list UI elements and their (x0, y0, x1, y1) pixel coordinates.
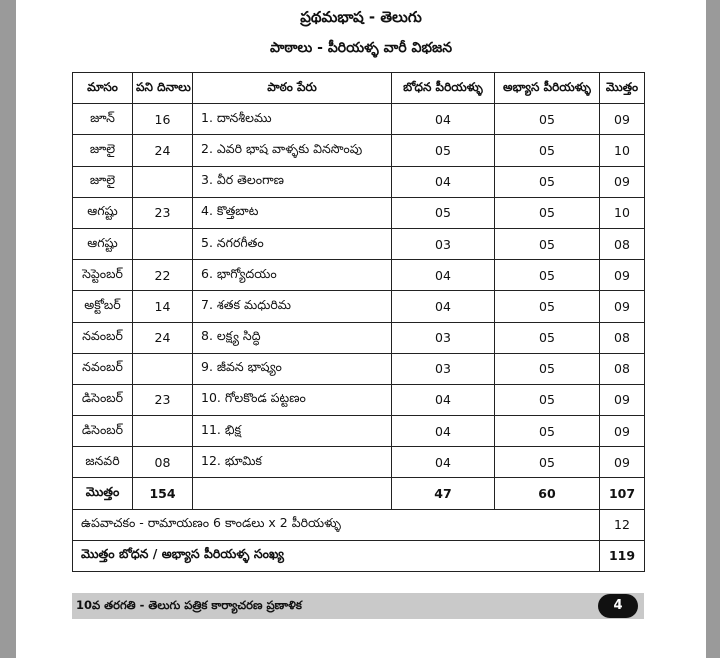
total-cell: 09 (600, 166, 645, 197)
supplementary-label: ఉపవాచకం - రామాయణం 6 కాండలు x 2 పీరియళ్ళు (73, 509, 600, 540)
working-days-cell: 22 (133, 260, 193, 291)
table-row (73, 228, 645, 259)
month-cell: అక్టోబర్ (73, 291, 133, 322)
header-teaching-periods: బోధన పీరియళ్ళు (392, 73, 495, 104)
working-days-cell (133, 353, 193, 384)
total-cell: 09 (600, 291, 645, 322)
working-days-cell: 24 (133, 135, 193, 166)
lesson-name-cell: 5. నగరగీతం (193, 228, 392, 259)
header-lesson-name: పాఠం పేరు (193, 73, 392, 104)
teaching-periods-cell: 03 (392, 353, 495, 384)
page-title: ప్రథమభాష - తెలుగు (300, 8, 422, 26)
month-cell: జనవరి (73, 447, 133, 478)
teaching-periods-cell: 05 (392, 197, 495, 228)
table-row (73, 135, 645, 166)
total-cell: 09 (600, 104, 645, 135)
total-cell: 10 (600, 197, 645, 228)
totals-teaching: 47 (392, 478, 495, 509)
header-practice-periods: అభ్యాస పీరియళ్ళు (495, 73, 600, 104)
totals-empty-cell (193, 478, 392, 509)
working-days-cell (133, 416, 193, 447)
table-row (73, 260, 645, 291)
practice-periods-cell: 05 (495, 384, 600, 415)
practice-periods-cell: 05 (495, 416, 600, 447)
teaching-periods-cell: 04 (392, 447, 495, 478)
teaching-periods-cell: 04 (392, 291, 495, 322)
practice-periods-cell: 05 (495, 353, 600, 384)
footer-text: 10వ తరగతి - తెలుగు పత్రిక కార్యాచరణ ప్రణాళిక (76, 598, 302, 612)
teaching-periods-cell: 04 (392, 104, 495, 135)
lesson-name-cell: 9. జీవన భాష్యం (193, 353, 392, 384)
supplementary-total: 12 (600, 509, 645, 540)
header-working-days: పని దినాలు (133, 73, 193, 104)
month-cell: జూలై (73, 166, 133, 197)
working-days-cell: 16 (133, 104, 193, 135)
teaching-periods-cell: 04 (392, 416, 495, 447)
practice-periods-cell: 05 (495, 291, 600, 322)
practice-periods-cell: 05 (495, 135, 600, 166)
practice-periods-cell: 05 (495, 166, 600, 197)
lesson-name-cell: 4. కొత్తబాట (193, 197, 392, 228)
lesson-name-cell: 8. లక్ష్య సిద్ధి (193, 322, 392, 353)
working-days-cell: 24 (133, 322, 193, 353)
page-number-badge: 4 (598, 594, 638, 618)
grand-total-row (73, 540, 645, 571)
working-days-cell: 23 (133, 197, 193, 228)
teaching-periods-cell: 04 (392, 384, 495, 415)
totals-row (73, 478, 645, 509)
table-row (73, 197, 645, 228)
practice-periods-cell: 05 (495, 197, 600, 228)
table-row (73, 104, 645, 135)
table-row (73, 416, 645, 447)
lesson-period-table (72, 72, 645, 572)
total-cell: 09 (600, 447, 645, 478)
header-total: మొత్తం (600, 73, 645, 104)
working-days-cell: 08 (133, 447, 193, 478)
lesson-name-cell: 1. దానశీలము (193, 104, 392, 135)
table-body (73, 104, 645, 478)
teaching-periods-cell: 05 (392, 135, 495, 166)
month-cell: సెప్టెంబర్ (73, 260, 133, 291)
lesson-name-cell: 12. భూమిక (193, 447, 392, 478)
table-header-row (73, 73, 645, 104)
total-cell: 08 (600, 353, 645, 384)
page-subtitle: పాఠాలు - పీరియళ్ళ వారీ విభజన (269, 40, 453, 56)
month-cell: డిసెంబర్ (73, 384, 133, 415)
totals-practice: 60 (495, 478, 600, 509)
month-cell: ఆగష్టు (73, 197, 133, 228)
month-cell: జూలై (73, 135, 133, 166)
page-footer (72, 593, 644, 619)
table-row (73, 447, 645, 478)
table-row (73, 291, 645, 322)
total-cell: 10 (600, 135, 645, 166)
table-row (73, 322, 645, 353)
grand-total-label: మొత్తం బోధన / అభ్యాస పీరియళ్ళ సంఖ్య (73, 540, 600, 571)
teaching-periods-cell: 04 (392, 260, 495, 291)
working-days-cell: 23 (133, 384, 193, 415)
total-cell: 08 (600, 322, 645, 353)
total-cell: 09 (600, 416, 645, 447)
practice-periods-cell: 05 (495, 228, 600, 259)
month-cell: నవంబర్ (73, 353, 133, 384)
month-cell: నవంబర్ (73, 322, 133, 353)
lesson-name-cell: 6. భాగ్యోదయం (193, 260, 392, 291)
lesson-name-cell: 7. శతక మధురిమ (193, 291, 392, 322)
total-cell: 09 (600, 384, 645, 415)
supplementary-row (73, 509, 645, 540)
header-month: మాసం (73, 73, 133, 104)
teaching-periods-cell: 03 (392, 228, 495, 259)
totals-total: 107 (600, 478, 645, 509)
total-cell: 08 (600, 228, 645, 259)
practice-periods-cell: 05 (495, 104, 600, 135)
month-cell: జూన్ (73, 104, 133, 135)
working-days-cell: 14 (133, 291, 193, 322)
document-page (16, 0, 706, 658)
grand-total-value: 119 (600, 540, 645, 571)
totals-label: మొత్తం (73, 478, 133, 509)
working-days-cell (133, 166, 193, 197)
lesson-name-cell: 11. భిక్ష (193, 416, 392, 447)
table-row (73, 166, 645, 197)
totals-days: 154 (133, 478, 193, 509)
teaching-periods-cell: 04 (392, 166, 495, 197)
table-row (73, 384, 645, 415)
lesson-name-cell: 10. గోలకొండ పట్టణం (193, 384, 392, 415)
total-cell: 09 (600, 260, 645, 291)
practice-periods-cell: 05 (495, 447, 600, 478)
lesson-name-cell: 2. ఎవరి భాష వాళ్ళకు వినసొంపు (193, 135, 392, 166)
practice-periods-cell: 05 (495, 260, 600, 291)
table-row (73, 353, 645, 384)
teaching-periods-cell: 03 (392, 322, 495, 353)
working-days-cell (133, 228, 193, 259)
month-cell: ఆగష్టు (73, 228, 133, 259)
month-cell: డిసెంబర్ (73, 416, 133, 447)
practice-periods-cell: 05 (495, 322, 600, 353)
lesson-name-cell: 3. వీర తెలంగాణ (193, 166, 392, 197)
